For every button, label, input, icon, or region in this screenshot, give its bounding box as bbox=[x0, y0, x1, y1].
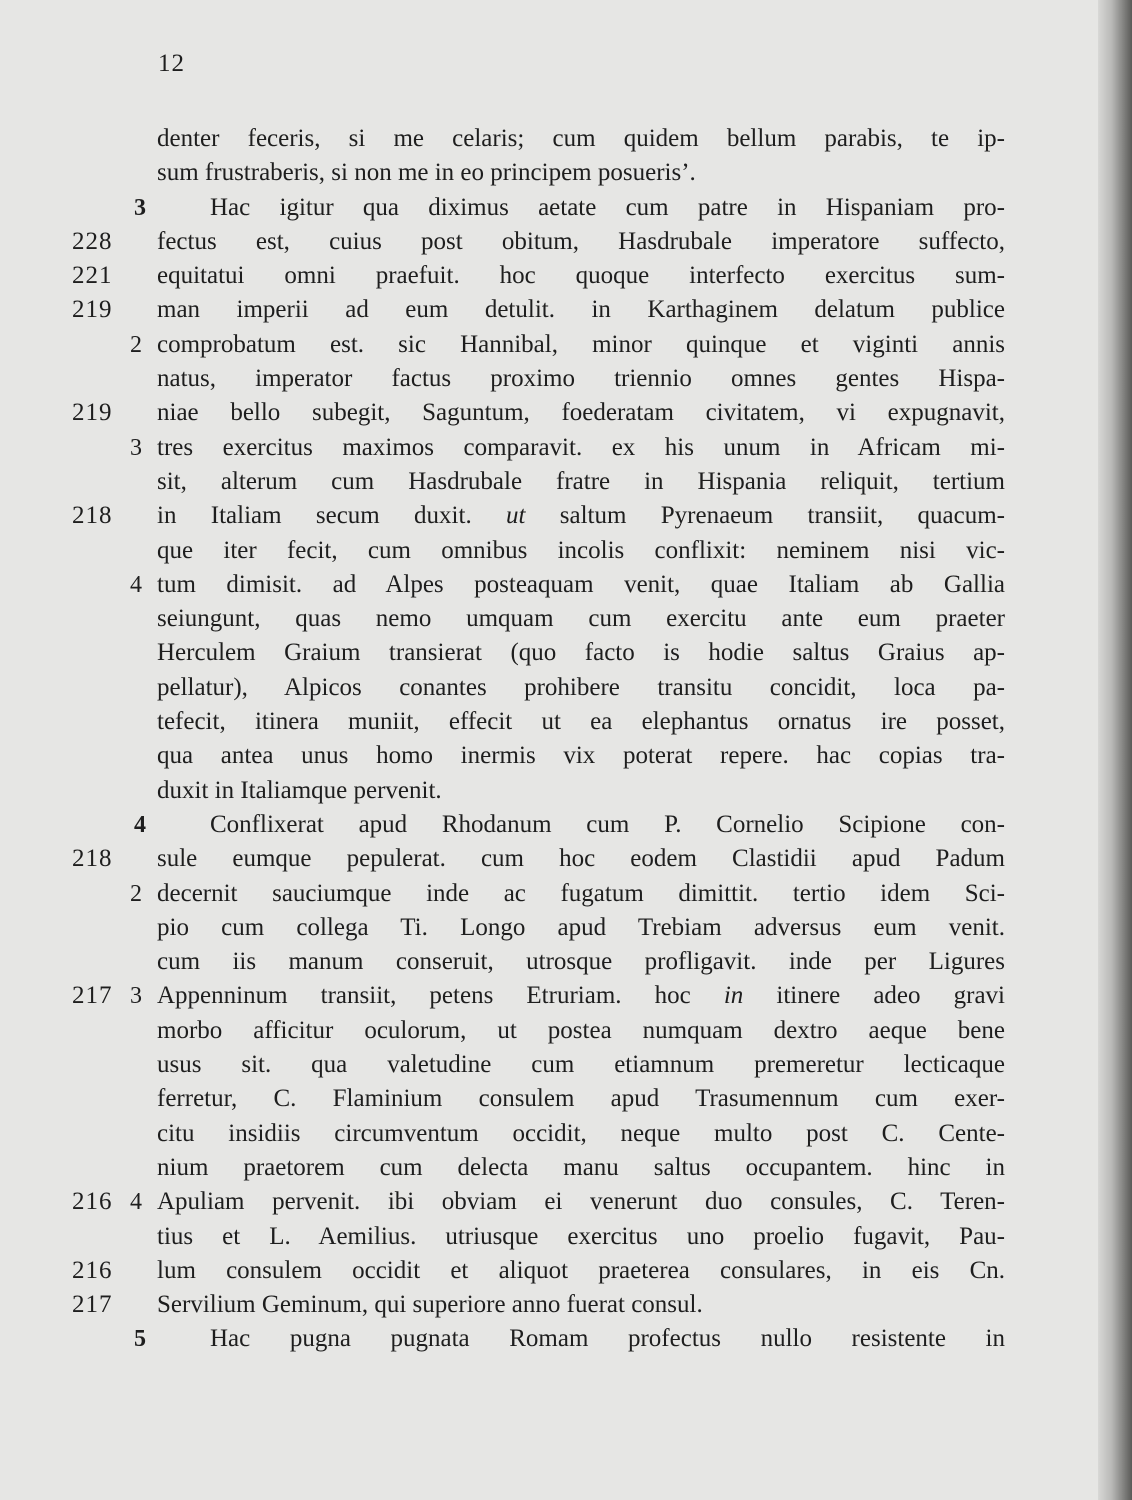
line-text bbox=[157, 1185, 1005, 1219]
line-text bbox=[157, 1220, 1005, 1254]
text-segment: nium praetorem cum delecta manu saltus occupantem. hinc in bbox=[157, 1153, 1005, 1181]
line-text bbox=[157, 774, 1005, 808]
text-line bbox=[0, 1048, 1132, 1082]
line-text bbox=[157, 499, 1005, 533]
text-line bbox=[0, 1014, 1132, 1048]
text-line bbox=[0, 396, 1132, 430]
line-text bbox=[157, 293, 1005, 327]
margin-year: 219 bbox=[72, 399, 113, 427]
margin-year: 221 bbox=[72, 262, 113, 290]
text-segment: morbo afficitur oculorum, ut postea numquam dextro aeque bene bbox=[157, 1016, 1005, 1044]
section-number: 3 bbox=[130, 983, 142, 1010]
text-segment: sum frustraberis, si non me in eo principem posueris’. bbox=[157, 159, 696, 187]
text-segment: duxit in Italiamque pervenit. bbox=[157, 776, 442, 804]
text-line bbox=[0, 636, 1132, 670]
text-segment: tres exercitus maximos comparavit. ex his unum in Africam mi- bbox=[157, 433, 1005, 461]
text-segment: seiungunt, quas nemo umquam cum exercitu ante eum praeter bbox=[157, 605, 1005, 633]
text-line bbox=[0, 259, 1132, 293]
text-line bbox=[0, 362, 1132, 396]
text-segment: Appenninum transiit, petens Etruriam. hoc bbox=[157, 982, 724, 1010]
line-text bbox=[157, 225, 1005, 259]
text-line bbox=[0, 465, 1132, 499]
line-text bbox=[157, 362, 1005, 396]
text-segment: cum iis manum conseruit, utrosque profligavit. inde per Ligures bbox=[157, 948, 1005, 976]
section-number: 4 bbox=[130, 571, 142, 598]
text-line bbox=[0, 1082, 1132, 1116]
line-text bbox=[157, 1288, 1005, 1322]
line-text bbox=[157, 465, 1005, 499]
section-number: 2 bbox=[130, 880, 142, 907]
text-segment: sit, alterum cum Hasdrubale fratre in Hispania reliquit, tertium bbox=[157, 467, 1005, 495]
text-segment: ferretur, C. Flaminium consulem apud Trasumennum cum exer- bbox=[157, 1085, 1005, 1113]
line-text bbox=[157, 945, 1005, 979]
text-line bbox=[0, 705, 1132, 739]
text-line bbox=[0, 1151, 1132, 1185]
text-line bbox=[0, 979, 1132, 1013]
margin-year: 217 bbox=[72, 1291, 113, 1319]
text-segment: usus sit. qua valetudine cum etiamnum premeretur lecticaque bbox=[157, 1051, 1005, 1079]
line-text bbox=[157, 602, 1005, 636]
line-text bbox=[210, 808, 1005, 842]
line-text bbox=[157, 431, 1005, 465]
chapter-number: 3 bbox=[134, 194, 146, 221]
text-line bbox=[0, 156, 1132, 190]
text-line bbox=[0, 877, 1132, 911]
chapter-number: 4 bbox=[134, 811, 146, 838]
text-segment: pellatur), Alpicos conantes prohibere transitu concidit, loca pa- bbox=[157, 673, 1005, 701]
section-number: 3 bbox=[130, 434, 142, 461]
text-line bbox=[0, 842, 1132, 876]
line-text bbox=[157, 1254, 1005, 1288]
text-segment: saltum Pyrenaeum transiit, quacum- bbox=[525, 502, 1005, 530]
text-segment: decernit sauciumque inde ac fugatum dimittit. tertio idem Sci- bbox=[157, 879, 1005, 907]
text-line bbox=[0, 1185, 1132, 1219]
line-text bbox=[157, 877, 1005, 911]
text-line bbox=[0, 774, 1132, 808]
text-segment: tius et L. Aemilius. utriusque exercitus uno proelio fugavit, Pau- bbox=[157, 1222, 1005, 1250]
margin-year: 228 bbox=[72, 227, 113, 255]
text-line bbox=[0, 225, 1132, 259]
text-segment: denter feceris, si me celaris; cum quidem bellum parabis, te ip- bbox=[157, 125, 1005, 152]
line-text bbox=[157, 636, 1005, 670]
line-text bbox=[157, 568, 1005, 602]
margin-year: 219 bbox=[72, 296, 113, 324]
text-segment: que iter fecit, cum omnibus incolis conflixit: neminem nisi vic- bbox=[157, 536, 1005, 564]
text-line bbox=[0, 568, 1132, 602]
margin-year: 216 bbox=[72, 1256, 113, 1284]
text-segment: natus, imperator factus proximo triennio omnes gentes Hispa- bbox=[157, 365, 1005, 393]
line-text bbox=[157, 1048, 1005, 1082]
section-number: 4 bbox=[130, 1189, 142, 1216]
page-number: 12 bbox=[158, 50, 185, 77]
text-segment: pio cum collega Ti. Longo apud Trebiam adversus eum venit. bbox=[157, 913, 1005, 941]
text-segment: itinere adeo gravi bbox=[743, 982, 1005, 1010]
text-segment: tefecit, itinera muniit, effecit ut ea elephantus ornatus ire posset, bbox=[157, 708, 1005, 736]
text-line bbox=[0, 808, 1132, 842]
line-text bbox=[157, 671, 1005, 705]
italic-text: in bbox=[723, 982, 744, 1010]
text-line bbox=[0, 1117, 1132, 1151]
text-segment: Herculem Graium transierat (quo facto is hodie saltus Graius ap- bbox=[157, 639, 1005, 667]
line-text bbox=[157, 842, 1005, 876]
text-line bbox=[0, 534, 1132, 568]
text-line bbox=[0, 739, 1132, 773]
text-line bbox=[0, 671, 1132, 705]
text-segment: comprobatum est. sic Hannibal, minor quinque et viginti annis bbox=[157, 330, 1005, 358]
text-line bbox=[0, 499, 1132, 533]
section-number: 2 bbox=[130, 331, 142, 358]
text-line bbox=[0, 1220, 1132, 1254]
text-line bbox=[0, 191, 1132, 225]
italic-text: ut bbox=[506, 502, 526, 530]
line-text bbox=[157, 979, 1005, 1013]
text-segment: Hac igitur qua diximus aetate cum patre in Hispaniam pro- bbox=[210, 193, 1005, 221]
text-segment: Apuliam pervenit. ibi obviam ei venerunt duo consules, C. Teren- bbox=[157, 1188, 1005, 1216]
text-segment: man imperii ad eum detulit. in Karthaginem delatum publice bbox=[157, 296, 1005, 324]
text-line bbox=[0, 431, 1132, 465]
text-line bbox=[0, 1322, 1132, 1356]
text-line bbox=[0, 1288, 1132, 1322]
line-text bbox=[157, 911, 1005, 945]
text-line bbox=[0, 602, 1132, 636]
line-text bbox=[157, 396, 1005, 430]
text-segment: sule eumque pepulerat. cum hoc eodem Clastidii apud Padum bbox=[157, 845, 1005, 873]
line-text bbox=[210, 1322, 1005, 1356]
text-segment: niae bello subegit, Saguntum, foederatam civitatem, vi expugnavit, bbox=[157, 399, 1005, 427]
text-line bbox=[0, 293, 1132, 327]
text-segment: in Italiam secum duxit. bbox=[157, 502, 507, 530]
chapter-number: 5 bbox=[134, 1326, 146, 1353]
text-segment: Servilium Geminum, qui superiore anno fuerat consul. bbox=[157, 1291, 703, 1319]
margin-year: 217 bbox=[72, 982, 113, 1010]
text-segment: Hac pugna pugnata Romam profectus nullo resistente in bbox=[210, 1325, 1005, 1353]
line-text bbox=[157, 1014, 1005, 1048]
margin-year: 216 bbox=[72, 1188, 113, 1216]
text-segment: qua antea unus homo inermis vix poterat repere. hac copias tra- bbox=[157, 742, 1005, 770]
line-text bbox=[157, 328, 1005, 362]
line-text bbox=[157, 534, 1005, 568]
line-text bbox=[157, 705, 1005, 739]
text-segment: lum consulem occidit et aliquot praeterea consulares, in eis Cn. bbox=[157, 1256, 1005, 1284]
text-segment: tum dimisit. ad Alpes posteaquam venit, quae Italiam ab Gallia bbox=[157, 570, 1005, 598]
text-line bbox=[0, 1254, 1132, 1288]
line-text bbox=[157, 1117, 1005, 1151]
text-line bbox=[0, 911, 1132, 945]
line-text bbox=[210, 191, 1005, 225]
line-text bbox=[157, 1082, 1005, 1116]
text-body bbox=[0, 122, 1132, 1357]
text-segment: citu insidiis circumventum occidit, neque multo post C. Cente- bbox=[157, 1119, 1005, 1147]
line-text bbox=[157, 259, 1005, 293]
text-line bbox=[0, 945, 1132, 979]
text-line bbox=[0, 328, 1132, 362]
margin-year: 218 bbox=[72, 502, 113, 530]
line-text bbox=[157, 156, 1005, 190]
line-text bbox=[157, 122, 1005, 156]
text-segment: fectus est, cuius post obitum, Hasdrubale imperatore suffecto, bbox=[157, 227, 1005, 255]
line-text bbox=[157, 739, 1005, 773]
text-line bbox=[0, 122, 1132, 156]
margin-year: 218 bbox=[72, 845, 113, 873]
text-segment: equitatui omni praefuit. hoc quoque interfecto exercitus sum- bbox=[157, 262, 1005, 290]
text-segment: Conflixerat apud Rhodanum cum P. Cornelio Scipione con- bbox=[210, 810, 1005, 838]
line-text bbox=[157, 1151, 1005, 1185]
